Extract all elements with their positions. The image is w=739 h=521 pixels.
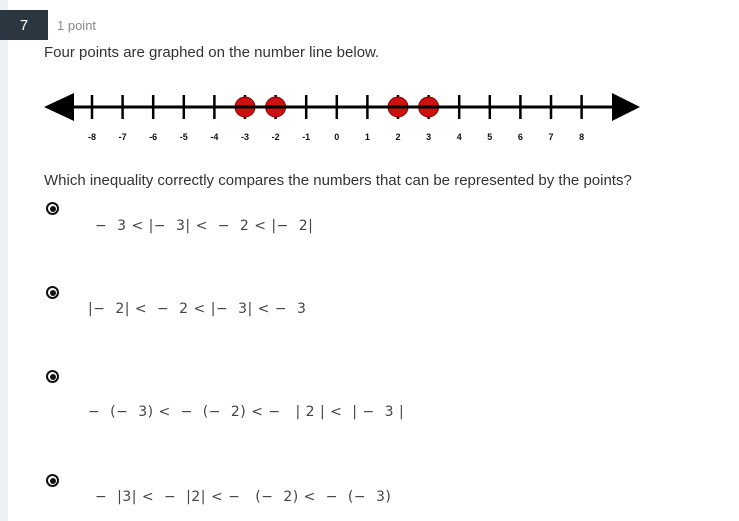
right-arrow-icon [612,93,640,121]
question-prompt: Four points are graphed on the number line below. [44,44,380,61]
tick-label: -2 [271,132,280,142]
tick-label: 5 [487,132,493,142]
tick-label: -1 [302,132,311,142]
choice-b[interactable] [0,284,739,324]
choice-b-text: |− 2| < − 2 < |− 3| < − 3 [88,301,307,317]
choice-c-text: − (− 3) < − (− 2) < − | 2 | < | − 3 | [88,404,405,420]
tick-label: -3 [240,132,250,142]
tick-label: 1 [364,132,370,142]
choice-c-radio[interactable] [46,370,59,383]
tick-label: -5 [179,132,188,142]
tick-label: -6 [149,132,158,142]
tick-label: -8 [87,132,97,142]
tick-label: 2 [395,132,401,142]
left-rail [0,0,8,521]
tick-label: 0 [334,132,340,142]
choice-d-text: − |3| < − |2| < − (− 2) < − (− 3) [95,489,392,505]
tick-label: 8 [579,132,585,142]
tick-label: 7 [548,132,554,142]
choice-b-radio[interactable] [46,286,59,299]
choice-d[interactable] [0,472,739,512]
number-line [40,84,650,150]
tick-label: 4 [456,132,462,142]
tick-label: -4 [210,132,219,142]
number-line-labels [88,132,584,142]
choice-a[interactable] [0,200,739,240]
choice-a-radio[interactable] [46,202,59,215]
tick-label: -7 [118,132,127,142]
choice-c[interactable] [0,368,739,420]
tick-label: 6 [517,132,523,142]
left-arrow-icon [44,93,74,121]
choice-a-text: − 3 < |− 3| < − 2 < |− 2| [95,218,314,234]
tick-label: 3 [426,132,432,142]
question-text: Which inequality correctly compares the numbers that can be represented by the points? [44,172,632,189]
question-number: 7 [0,10,48,40]
choice-d-radio[interactable] [46,474,59,487]
points-label: 1 point [57,18,97,33]
